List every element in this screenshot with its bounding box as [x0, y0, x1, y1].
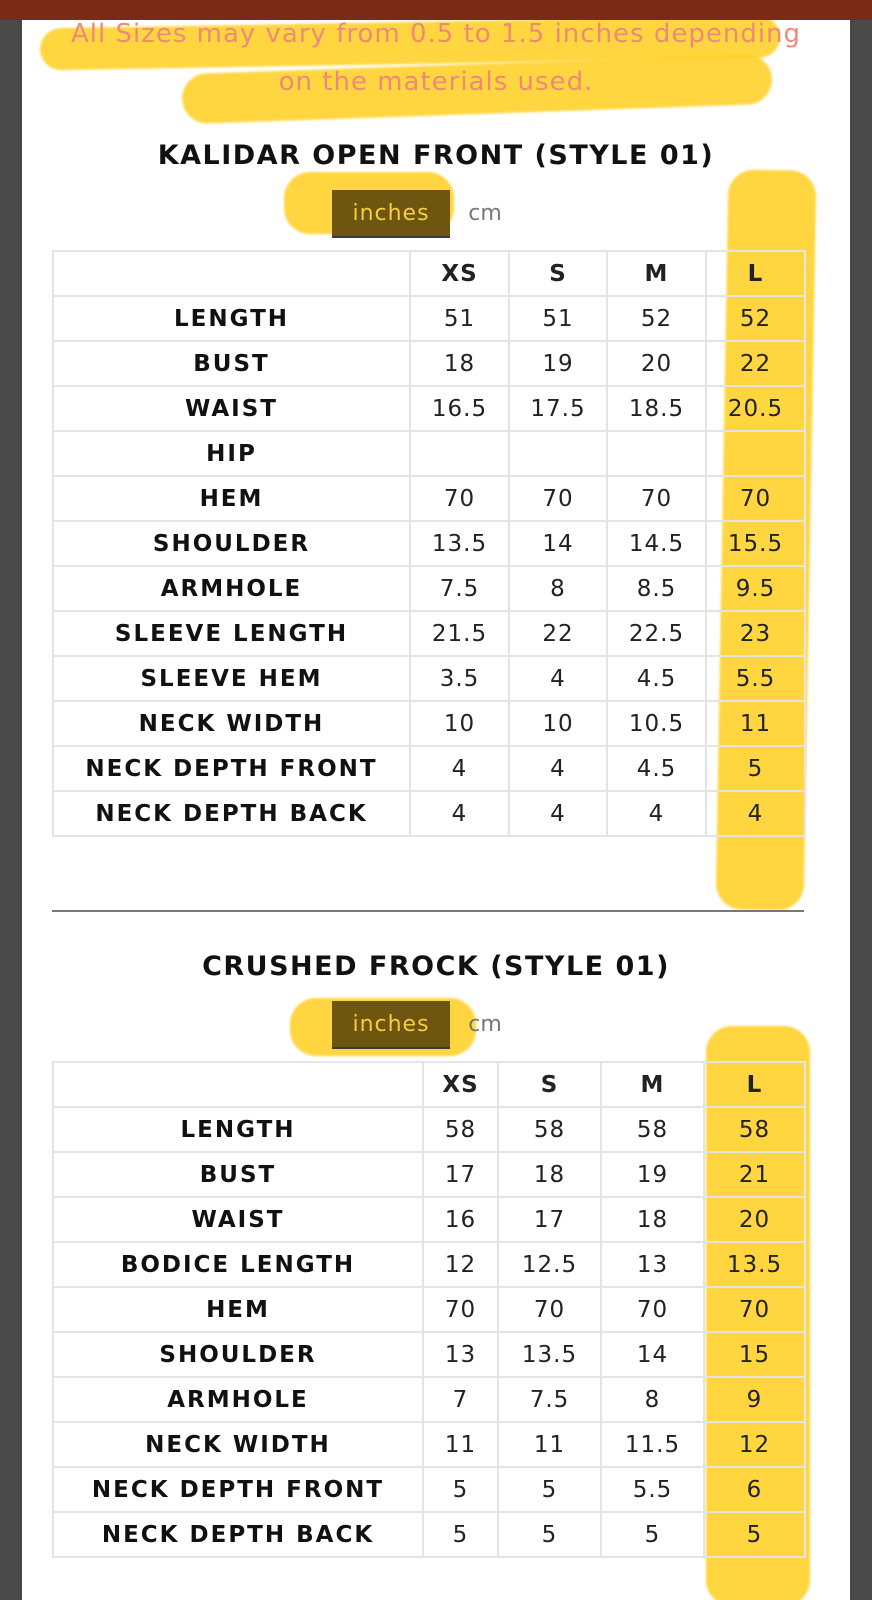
measurement-label: WAIST	[53, 386, 410, 431]
measurement-label: SHOULDER	[53, 1332, 423, 1377]
cm-toggle-button[interactable]: cm	[468, 200, 502, 226]
measurement-value: 70	[706, 476, 805, 521]
measurement-value: 17.5	[509, 386, 607, 431]
measurement-value: 7	[423, 1377, 498, 1422]
measurement-value: 16	[423, 1197, 498, 1242]
measurement-label: ARMHOLE	[53, 1377, 423, 1422]
measurement-label: ARMHOLE	[53, 566, 410, 611]
table-row	[53, 1287, 805, 1332]
measurement-value: 15	[704, 1332, 805, 1377]
measurement-value: 20	[607, 341, 706, 386]
measurement-value: 15.5	[706, 521, 805, 566]
measurement-value: 70	[423, 1287, 498, 1332]
measurement-value: 70	[498, 1287, 601, 1332]
measurement-value: 58	[423, 1107, 498, 1152]
measurement-value: 13	[423, 1332, 498, 1377]
table-row	[53, 1107, 805, 1152]
measurement-value: 70	[410, 476, 509, 521]
measurement-value: 5	[704, 1512, 805, 1557]
measurement-value: 5.5	[706, 656, 805, 701]
size-header-cell: L	[704, 1062, 805, 1107]
measurement-value: 22	[509, 611, 607, 656]
measurement-value: 20	[704, 1197, 805, 1242]
measurement-value: 4	[410, 746, 509, 791]
table-row	[53, 476, 805, 521]
size-notice-line1: All Sizes may vary from 0.5 to 1.5 inches depending	[70, 20, 802, 49]
size-header-cell: S	[509, 251, 607, 296]
measurement-value: 4	[509, 746, 607, 791]
measurement-value: 7.5	[498, 1377, 601, 1422]
measurement-value: 4.5	[607, 746, 706, 791]
measurement-value: 4	[410, 791, 509, 836]
measurement-value: 14.5	[607, 521, 706, 566]
measurement-value: 18	[410, 341, 509, 386]
measurement-value: 18	[601, 1197, 704, 1242]
measurement-value: 10	[509, 701, 607, 746]
measurement-value: 4	[509, 791, 607, 836]
measurement-value: 11	[498, 1422, 601, 1467]
measurement-value: 11	[706, 701, 805, 746]
measurement-label: LENGTH	[53, 1107, 423, 1152]
inches-toggle-button[interactable]: inches	[332, 190, 450, 236]
size-chart-panel	[22, 20, 850, 1600]
measurement-value: 4	[706, 791, 805, 836]
measurement-value: 11	[423, 1422, 498, 1467]
measurement-value: 17	[423, 1152, 498, 1197]
measurement-value: 51	[509, 296, 607, 341]
table-row	[53, 296, 805, 341]
measurement-value: 4	[607, 791, 706, 836]
measurement-value: 18	[498, 1152, 601, 1197]
table-row	[53, 656, 805, 701]
measurement-value: 70	[607, 476, 706, 521]
size-header-cell: M	[607, 251, 706, 296]
measurement-value: 58	[498, 1107, 601, 1152]
table-row	[53, 431, 805, 476]
header-blank-cell	[53, 251, 410, 296]
measurement-value: 52	[706, 296, 805, 341]
measurement-label: WAIST	[53, 1197, 423, 1242]
measurement-value: 5	[706, 746, 805, 791]
size-notice-line2: on the materials used.	[278, 67, 594, 97]
measurement-value: 7.5	[410, 566, 509, 611]
table-row	[53, 791, 805, 836]
measurement-value: 51	[410, 296, 509, 341]
measurement-value: 5	[498, 1512, 601, 1557]
table-row	[53, 611, 805, 656]
measurement-label: BUST	[53, 1152, 423, 1197]
section-title-crushed-frock: CRUSHED FROCK (STYLE 01)	[202, 951, 670, 982]
table-header-row	[53, 251, 805, 296]
measurement-label: HEM	[53, 476, 410, 521]
size-table-kalidar	[52, 250, 806, 837]
table-row	[53, 701, 805, 746]
measurement-value: 14	[509, 521, 607, 566]
size-header-cell: XS	[423, 1062, 498, 1107]
measurement-value: 5	[601, 1512, 704, 1557]
table-row	[53, 566, 805, 611]
measurement-value: 52	[607, 296, 706, 341]
measurement-value: 5	[498, 1467, 601, 1512]
size-header-cell: XS	[410, 251, 509, 296]
measurement-label: BODICE LENGTH	[53, 1242, 423, 1287]
measurement-value: 4	[509, 656, 607, 701]
measurement-value: 58	[704, 1107, 805, 1152]
measurement-value: 6	[704, 1467, 805, 1512]
table-row	[53, 1512, 805, 1557]
table-row	[53, 1197, 805, 1242]
measurement-value: 13.5	[498, 1332, 601, 1377]
measurement-value: 17	[498, 1197, 601, 1242]
measurement-value: 22.5	[607, 611, 706, 656]
measurement-value	[509, 431, 607, 476]
measurement-value: 70	[704, 1287, 805, 1332]
measurement-value: 70	[601, 1287, 704, 1332]
measurement-value: 10.5	[607, 701, 706, 746]
measurement-value: 5	[423, 1467, 498, 1512]
measurement-value	[706, 431, 805, 476]
section-title-kalidar: KALIDAR OPEN FRONT (STYLE 01)	[157, 140, 715, 171]
size-header-cell: M	[601, 1062, 704, 1107]
measurement-label: NECK WIDTH	[53, 1422, 423, 1467]
measurement-value: 18.5	[607, 386, 706, 431]
measurement-value: 22	[706, 341, 805, 386]
inches-toggle-button[interactable]: inches	[332, 1001, 450, 1047]
measurement-value: 4.5	[607, 656, 706, 701]
measurement-label: NECK DEPTH BACK	[53, 1512, 423, 1557]
measurement-value: 19	[509, 341, 607, 386]
table-row	[53, 1377, 805, 1422]
table-row	[53, 1242, 805, 1287]
measurement-value: 13.5	[704, 1242, 805, 1287]
measurement-label: LENGTH	[53, 296, 410, 341]
measurement-value: 23	[706, 611, 805, 656]
section-divider	[52, 910, 804, 912]
measurement-label: HIP	[53, 431, 410, 476]
measurement-value: 9.5	[706, 566, 805, 611]
measurement-value: 10	[410, 701, 509, 746]
header-blank-cell	[53, 1062, 423, 1107]
size-table-crushed-frock	[52, 1061, 806, 1558]
measurement-value: 3.5	[410, 656, 509, 701]
table-row	[53, 521, 805, 566]
measurement-label: NECK DEPTH BACK	[53, 791, 410, 836]
measurement-value: 14	[601, 1332, 704, 1377]
measurement-value: 70	[509, 476, 607, 521]
table-row	[53, 1152, 805, 1197]
measurement-value: 12.5	[498, 1242, 601, 1287]
measurement-value: 8.5	[607, 566, 706, 611]
measurement-label: SHOULDER	[53, 521, 410, 566]
measurement-label: HEM	[53, 1287, 423, 1332]
table-row	[53, 1467, 805, 1512]
measurement-value: 16.5	[410, 386, 509, 431]
measurement-label: SLEEVE HEM	[53, 656, 410, 701]
measurement-label: BUST	[53, 341, 410, 386]
measurement-value: 12	[423, 1242, 498, 1287]
table-header-row	[53, 1062, 805, 1107]
measurement-value: 19	[601, 1152, 704, 1197]
measurement-value: 8	[509, 566, 607, 611]
measurement-value: 21	[704, 1152, 805, 1197]
measurement-value: 11.5	[601, 1422, 704, 1467]
measurement-value: 13	[601, 1242, 704, 1287]
measurement-value: 12	[704, 1422, 805, 1467]
measurement-value: 20.5	[706, 386, 805, 431]
measurement-value	[410, 431, 509, 476]
measurement-label: SLEEVE LENGTH	[53, 611, 410, 656]
top-bar	[0, 0, 872, 20]
measurement-value	[607, 431, 706, 476]
table-row	[53, 341, 805, 386]
measurement-value: 58	[601, 1107, 704, 1152]
measurement-label: NECK WIDTH	[53, 701, 410, 746]
measurement-value: 8	[601, 1377, 704, 1422]
measurement-value: 13.5	[410, 521, 509, 566]
measurement-value: 5.5	[601, 1467, 704, 1512]
table-row	[53, 386, 805, 431]
measurement-value: 9	[704, 1377, 805, 1422]
table-row	[53, 1422, 805, 1467]
measurement-label: NECK DEPTH FRONT	[53, 746, 410, 791]
cm-toggle-button[interactable]: cm	[468, 1011, 502, 1037]
measurement-value: 5	[423, 1512, 498, 1557]
size-header-cell: S	[498, 1062, 601, 1107]
measurement-value: 21.5	[410, 611, 509, 656]
table-row	[53, 746, 805, 791]
table-row	[53, 1332, 805, 1377]
measurement-label: NECK DEPTH FRONT	[53, 1467, 423, 1512]
size-header-cell: L	[706, 251, 805, 296]
